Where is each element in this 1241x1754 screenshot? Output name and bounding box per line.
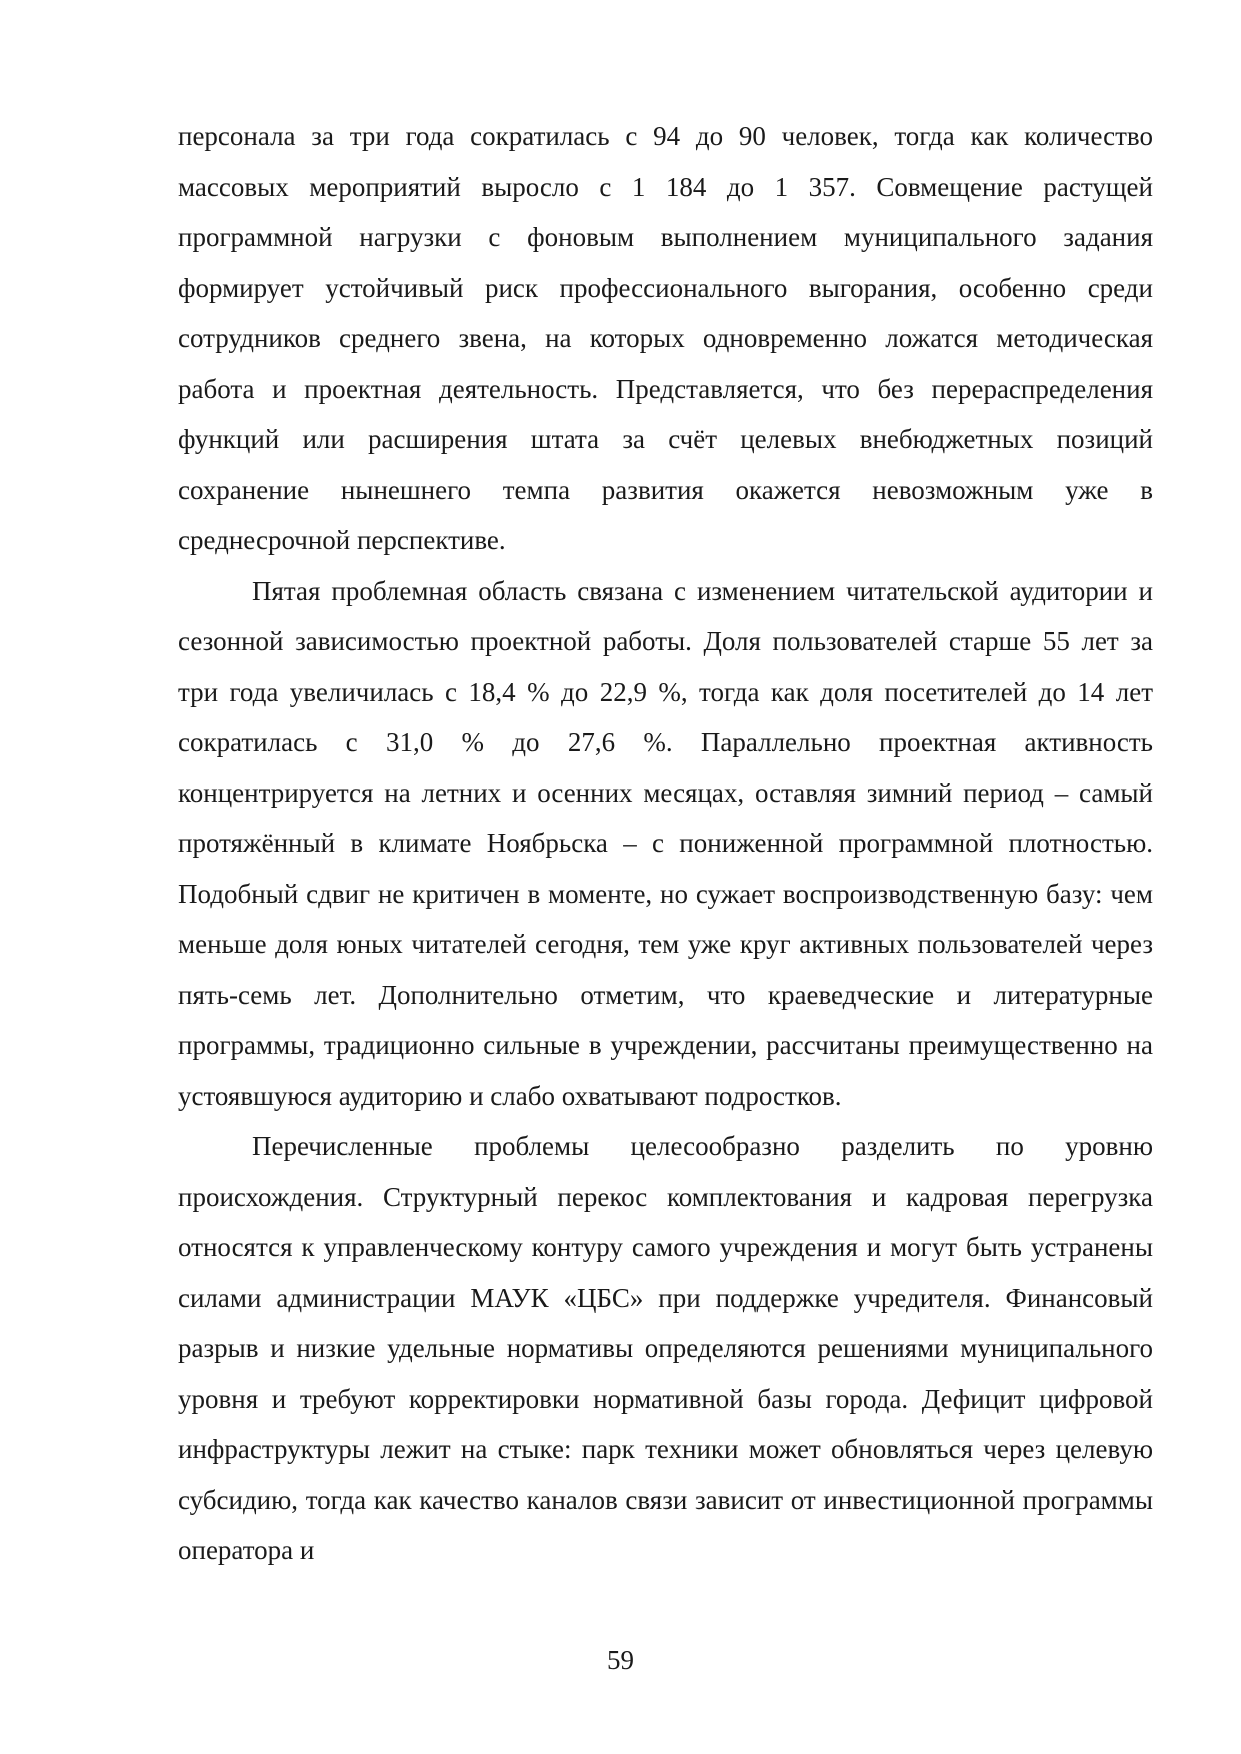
paragraph-3: Перечисленные проблемы целесообразно разделить по уровню происхождения. Структурный перекос комплектования и кадровая перегрузка относятся к управленческому контуру самого учреждения и могут быть устранены силами администрации МАУК «ЦБС» при поддержке учредителя. Финансовый разрыв и низкие удельные нормативы определяются решениями муниципального уровня и требуют корректировки нормативной базы города. Дефицит цифровой инфраструктуры лежит на стыке: парк техники может обновляться через целевую субсидию, тогда как качество каналов связи зависит от инвестиционной программы оператора и <box>178 1131 1153 1565</box>
body-text <box>178 111 1153 1576</box>
page-number: 59 <box>607 1645 634 1675</box>
paragraph-1: персонала за три года сократилась с 94 до 90 человек, тогда как количество массовых мероприятий выросло с 1 184 до 1 357. Совмещение растущей программной нагрузки с фоновым выполнением муниципального задания формирует устойчивый риск профессионального выгорания, особенно среди сотрудников среднего звена, на которых одновременно ложатся методическая работа и проектная деятельность. Представляется, что без перераспределения функций или расширения штата за счёт целевых внебюджетных позиций сохранение нынешнего темпа развития окажется невозможным уже в среднесрочной перспективе. <box>178 121 1153 555</box>
paragraph-2: Пятая проблемная область связана с изменением читательской аудитории и сезонной зависимостью проектной работы. Доля пользователей старше 55 лет за три года увеличилась с 18,4 % до 22,9 %, тогда как доля посетителей до 14 лет сократилась с 31,0 % до 27,6 %. Параллельно проектная активность концентрируется на летних и осенних месяцах, оставляя зимний период – самый протяжённый в климате Ноябрьска – с пониженной программной плотностью. Подобный сдвиг не критичен в моменте, но сужает воспроизводственную базу: чем меньше доля юных читателей сегодня, тем уже круг активных пользователей через пять-семь лет. Дополнительно отметим, что краеведческие и литературные программы, традиционно сильные в учреждении, рассчитаны преимущественно на устоявшуюся аудиторию и слабо охватывают подростков. <box>178 575 1153 1111</box>
